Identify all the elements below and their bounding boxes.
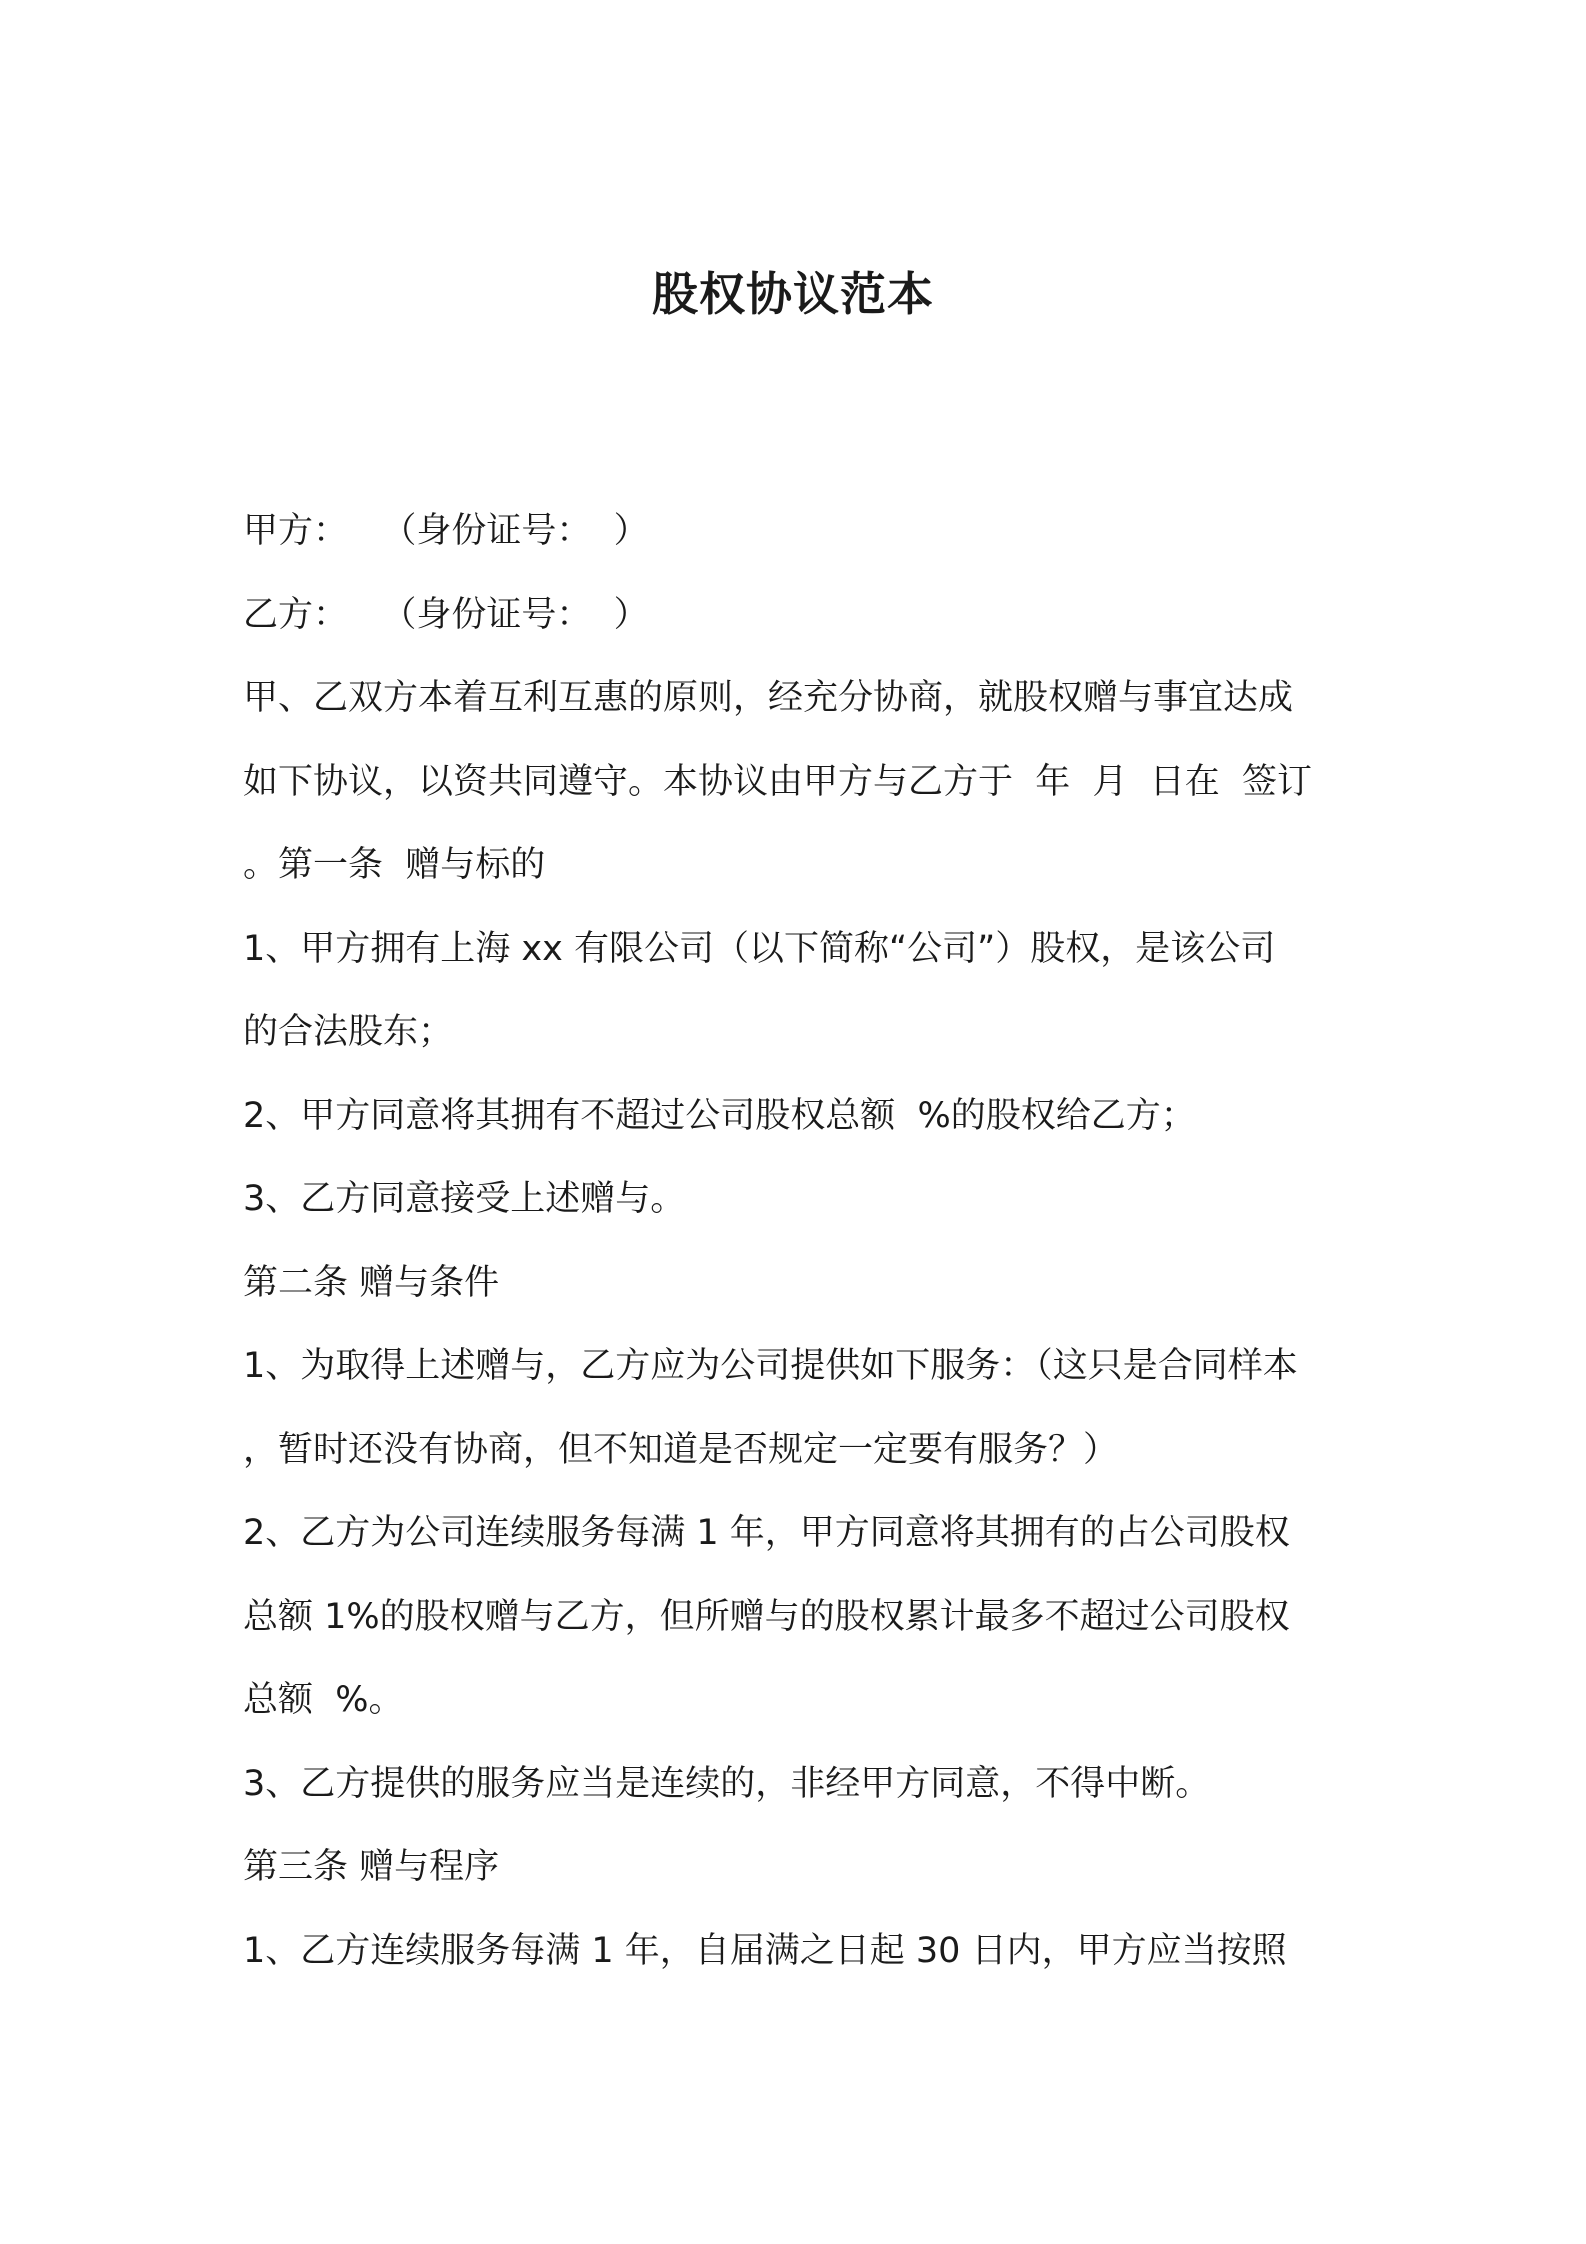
article-2-heading: 第二条 赠与条件 (243, 1262, 500, 1303)
paragraph-line: ，暂时还没有协商，但不知道是否规定一定要有服务？） (243, 1429, 1119, 1470)
paragraph-line: 的合法股东； (243, 1012, 454, 1052)
paragraph-line: 3、乙方提供的服务应当是连续的，非经甲方同意，不得中断。 (243, 1763, 1211, 1804)
party-b-line: 乙方： （身份证号： ） (243, 594, 649, 635)
paragraph-line: 总额 %。 (243, 1680, 404, 1720)
article-1-heading: 。第一条 赠与标的 (243, 845, 546, 885)
paragraph-line: 甲、乙双方本着互利互惠的原则，经充分协商，就股权赠与事宜达成 (243, 678, 1294, 718)
paragraph-line: 1、甲方拥有上海 xx 有限公司（以下简称“公司”）股权，是该公司 (243, 928, 1276, 969)
paragraph-line: 3、乙方同意接受上述赠与。 (243, 1179, 686, 1219)
paragraph-line: 2、乙方为公司连续服务每满 1 年，甲方同意将其拥有的占公司股权 (243, 1513, 1290, 1553)
paragraph-line: 总额 1%的股权赠与乙方，但所赠与的股权累计最多不超过公司股权 (243, 1596, 1290, 1637)
paragraph-line: 2、甲方同意将其拥有不超过公司股权总额 %的股权给乙方； (243, 1095, 1196, 1136)
party-a-line: 甲方： （身份证号： ） (243, 511, 649, 551)
paragraph-line: 如下协议，以资共同遵守。本协议由甲方与乙方于 年 月 日在 签订 (243, 761, 1313, 802)
paragraph-line: 1、为取得上述赠与，乙方应为公司提供如下服务：（这只是合同样本 (243, 1346, 1298, 1386)
paragraph-line: 1、乙方连续服务每满 1 年，自届满之日起 30 日内，甲方应当按照 (243, 1930, 1287, 1971)
document-title: 股权协议范本 (652, 267, 934, 321)
document-body (243, 490, 1363, 1993)
article-3-heading: 第三条 赠与程序 (243, 1847, 500, 1887)
